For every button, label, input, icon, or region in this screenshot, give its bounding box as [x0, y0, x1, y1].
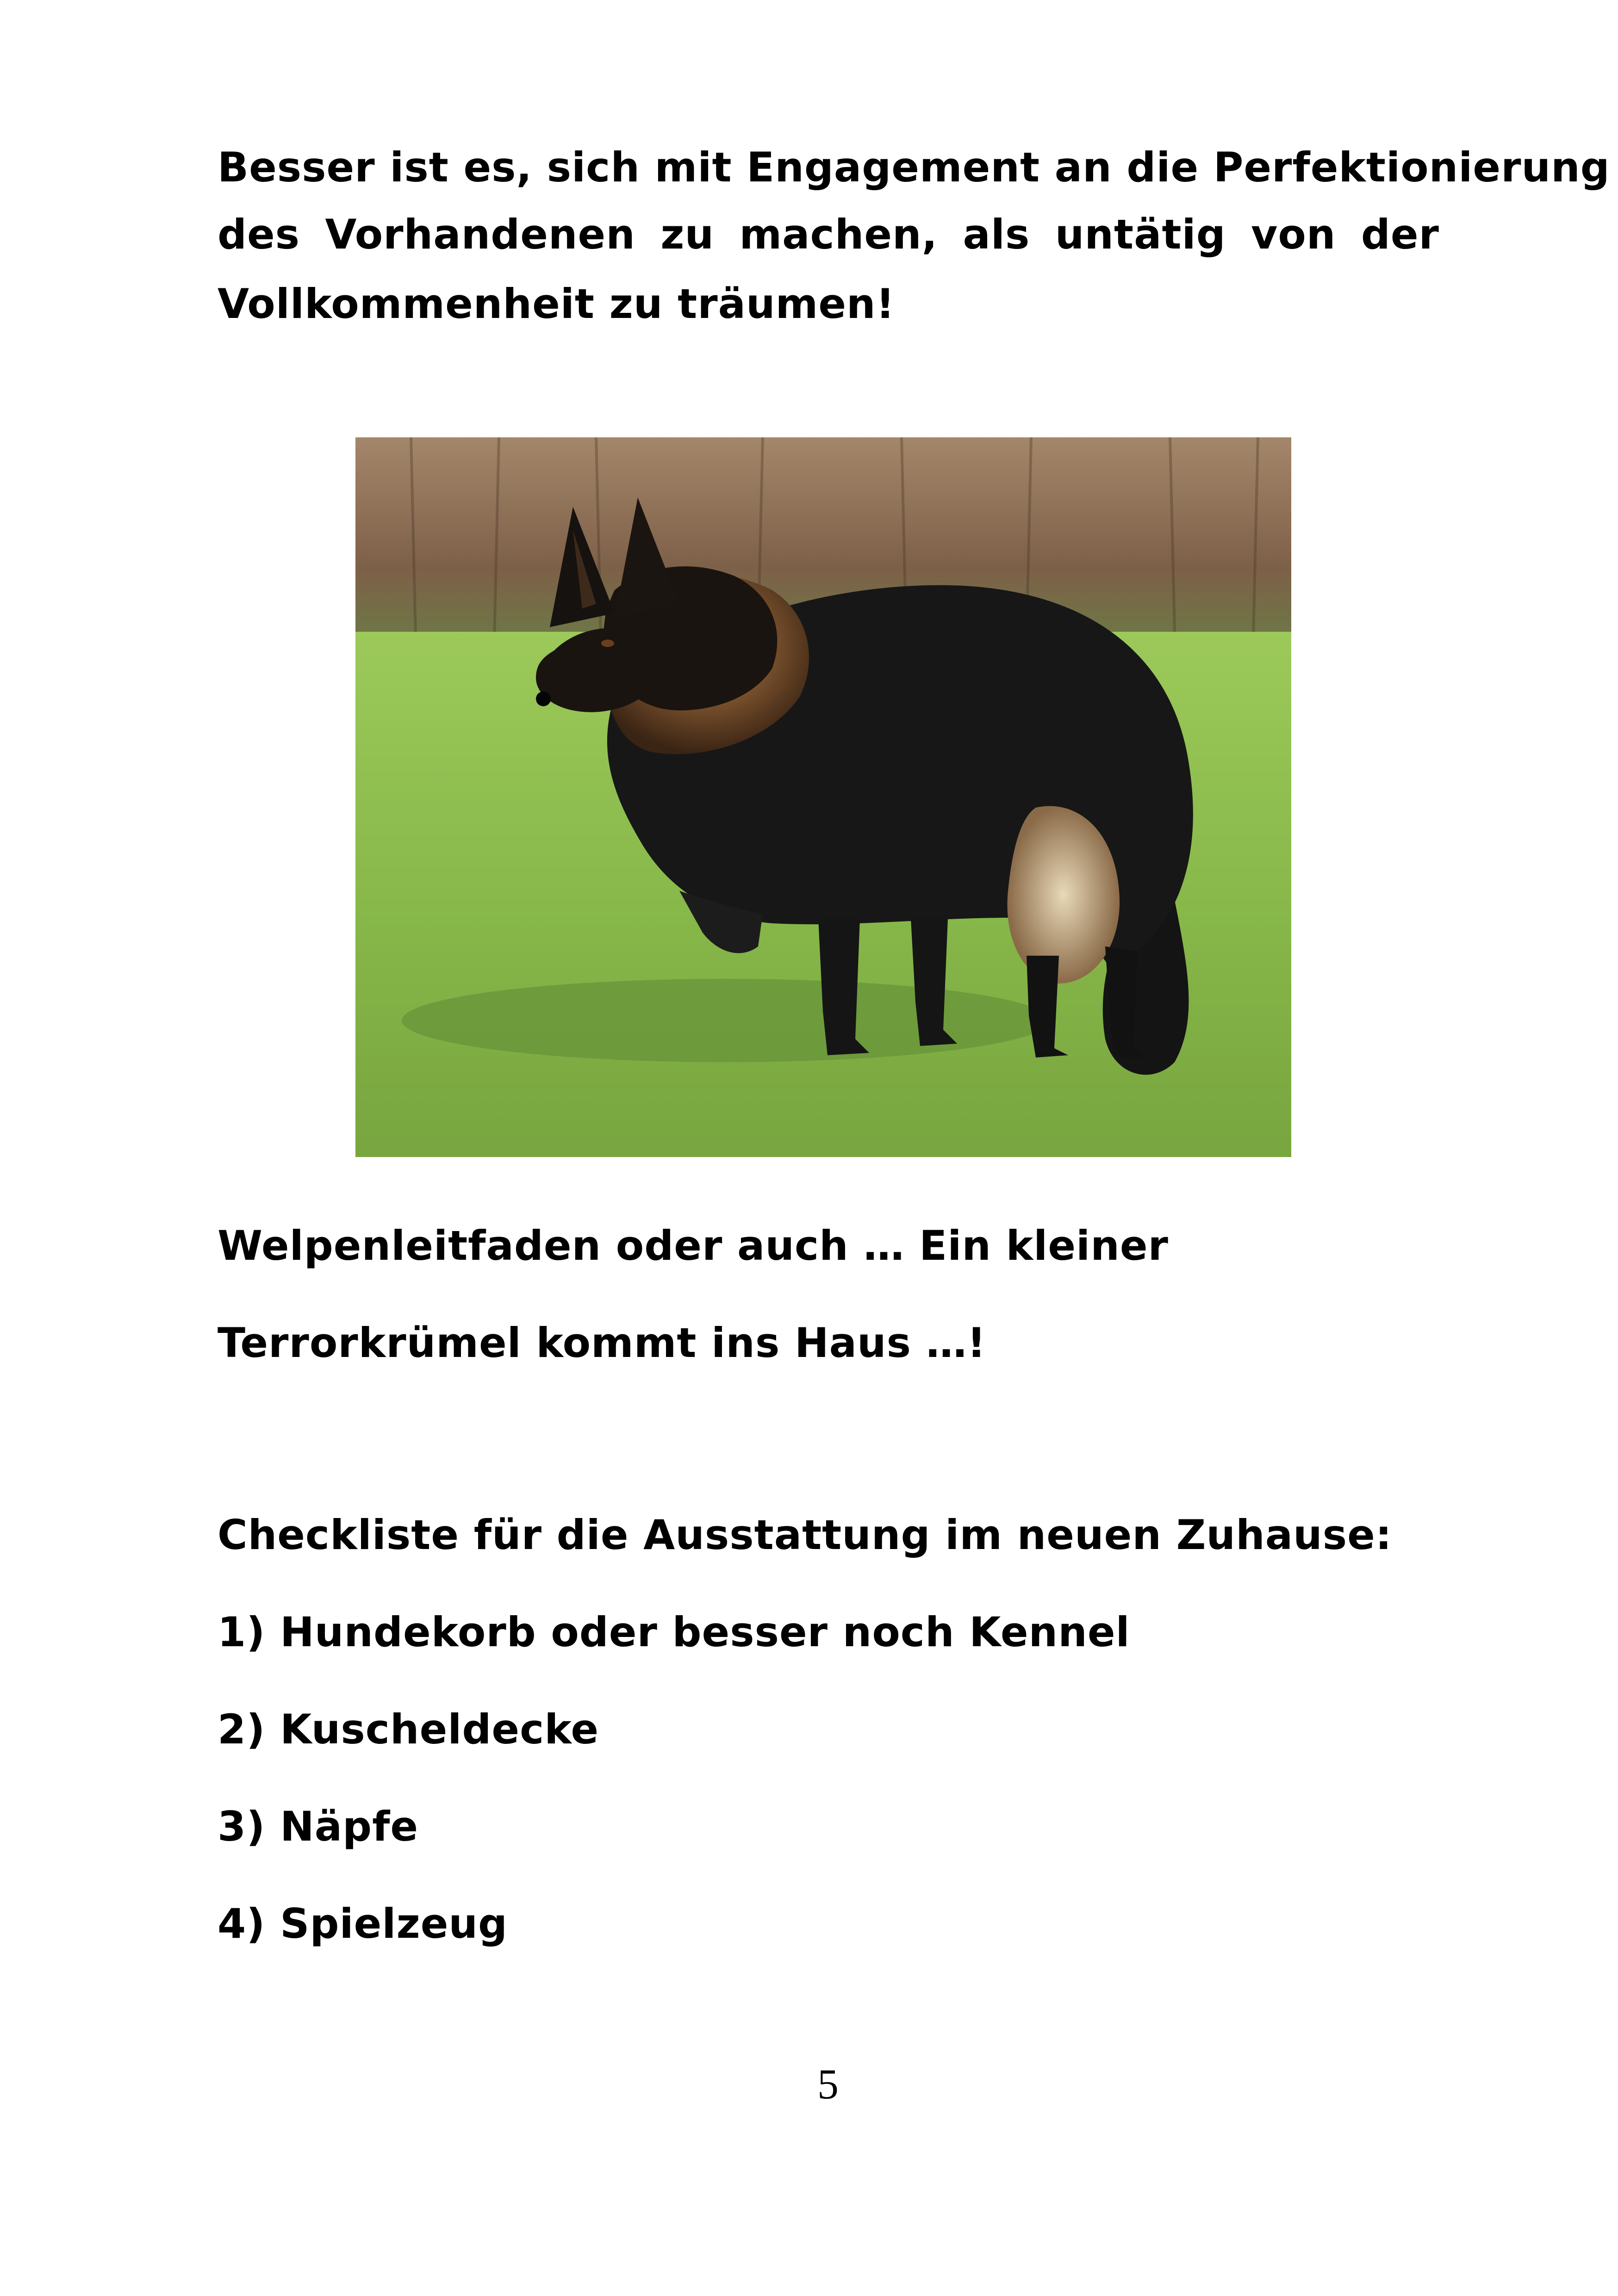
- intro-word: als: [963, 211, 1030, 258]
- intro-text-line-3: Vollkommenheit zu träumen!: [218, 280, 895, 328]
- intro-word: des: [218, 211, 300, 258]
- checklist-heading: Checkliste für die Ausstattung im neuen Zuhause:: [218, 1511, 1392, 1559]
- dog-photo: [355, 437, 1291, 1157]
- intro-word: Vorhandenen: [325, 211, 635, 258]
- checklist-item: 1) Hundekorb oder besser noch Kennel: [218, 1608, 1130, 1656]
- checklist-item: 3) Näpfe: [218, 1803, 419, 1850]
- intro-text-line-2: [218, 211, 1439, 258]
- checklist-item: 4) Spielzeug: [218, 1900, 508, 1948]
- intro-word: zu: [660, 211, 715, 258]
- intro-word: machen,: [739, 211, 938, 258]
- intro-word: der: [1361, 211, 1439, 258]
- shadow: [402, 979, 1050, 1062]
- guide-title-line-2: Terrorkrümel kommt ins Haus …!: [218, 1319, 986, 1367]
- intro-text-line-1: Besser ist es, sich mit Engagement an die Perfektionierung: [218, 143, 1610, 191]
- intro-word: von: [1251, 211, 1336, 258]
- checklist-item: 2) Kuscheldecke: [218, 1705, 599, 1753]
- intro-word: untätig: [1055, 211, 1226, 258]
- dog-photo-illustration: [355, 437, 1291, 1157]
- page-number: 5: [817, 2060, 839, 2108]
- guide-title-line-1: Welpenleitfaden oder auch … Ein kleiner: [218, 1222, 1169, 1269]
